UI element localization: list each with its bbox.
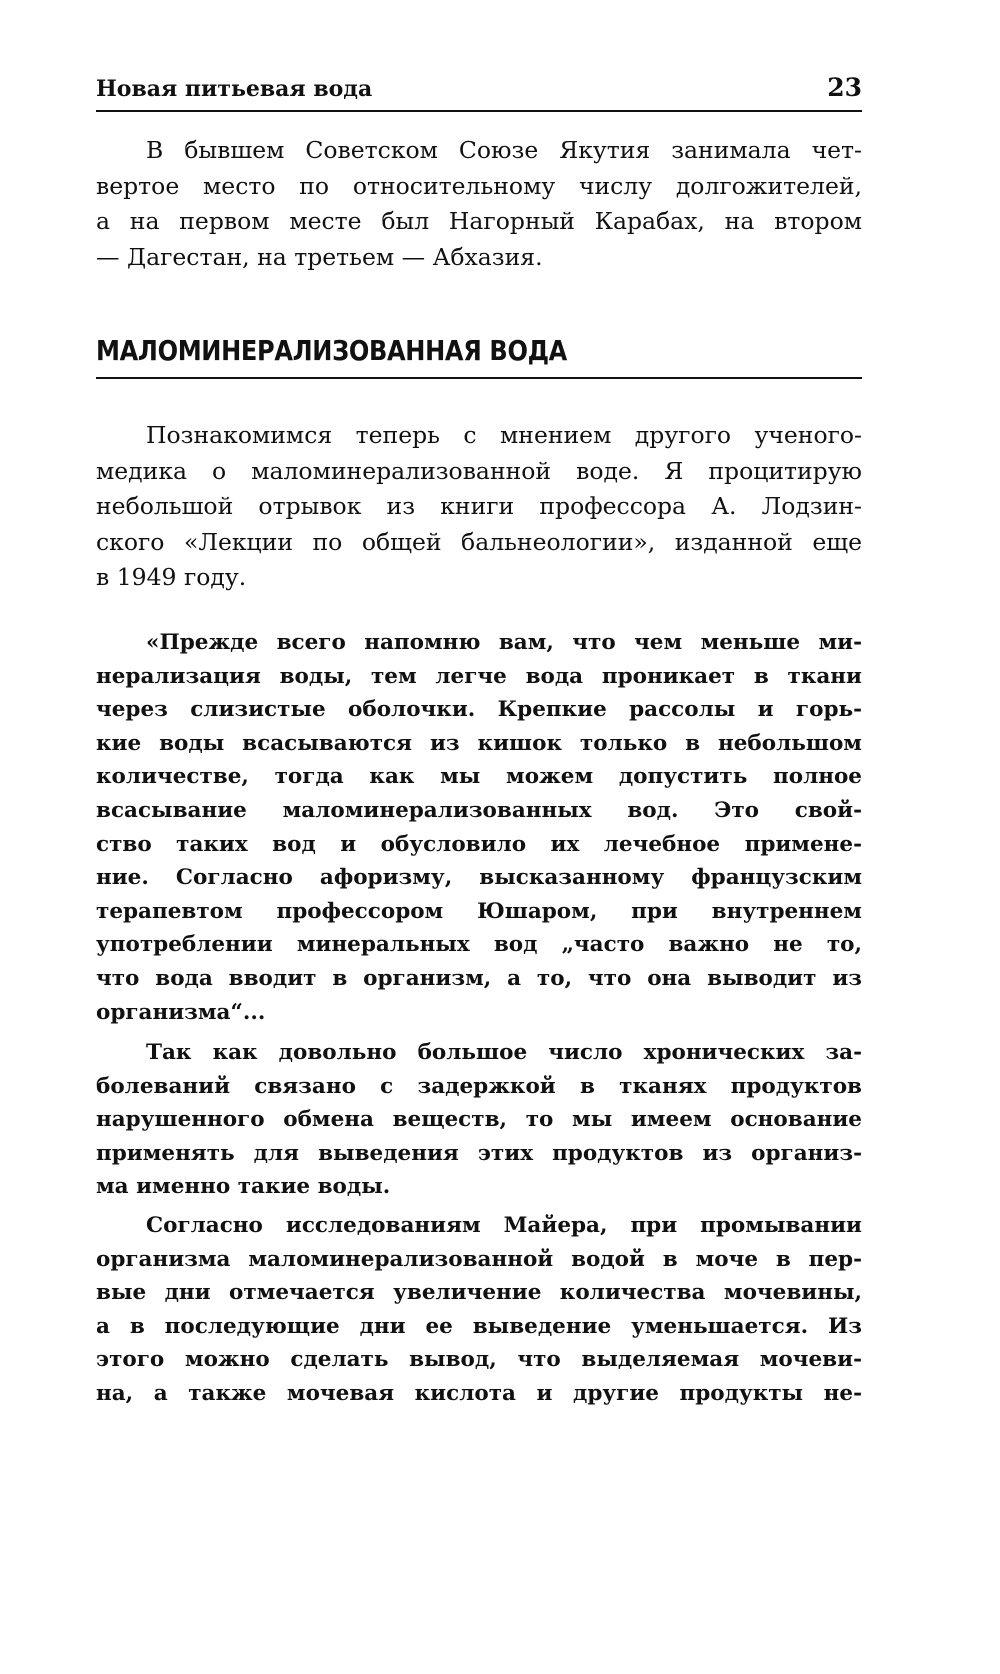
- section-heading: МАЛОМИНЕРАЛИЗОВАННАЯ ВОДА: [96, 334, 567, 367]
- paragraph-longevity: [96, 133, 862, 275]
- quote-line: а в последующие дни ее выведение уменьшается. Из: [96, 1313, 862, 1339]
- quote-line: применять для выведения этих продуктов из организ-: [96, 1140, 862, 1166]
- quote-line: количестве, тогда как мы можем допустить полное: [96, 764, 862, 790]
- quote-line: организма маломинерализованной водой в моче в пер-: [96, 1246, 862, 1272]
- quote-line: через слизистые оболочки. Крепкие рассолы и горь-: [96, 697, 862, 723]
- quote-paragraph-2: [96, 1036, 862, 1204]
- quote-line: Согласно исследованиям Майера, при промывании: [146, 1213, 862, 1238]
- quote-line: нерализация воды, тем легче вода проникает в ткани: [96, 663, 862, 689]
- quote-line: вые дни отмечается увеличение количества мочевины,: [96, 1280, 862, 1306]
- text-line: вертое место по относительному числу долгожителей,: [96, 171, 862, 200]
- paragraph-intro: [96, 418, 862, 596]
- header-rule: [96, 110, 862, 112]
- quote-paragraph-3: [96, 1209, 862, 1411]
- quote-line: Так как довольно большое число хронических за-: [146, 1040, 862, 1065]
- quote-line: на, а также мочевая кислота и другие продукты не-: [96, 1380, 862, 1406]
- quote-line: нарушенного обмена веществ, то мы имеем основание: [96, 1107, 862, 1133]
- text-line: медика о маломинерализованной воде. Я процитирую: [96, 456, 862, 485]
- quote-line: что вода вводит в организм, а то, что она выводит из: [96, 965, 862, 991]
- running-title: Новая питьевая вода: [96, 76, 373, 102]
- quote-paragraph-1: [96, 626, 862, 1029]
- running-header: [96, 62, 862, 102]
- quote-line: ство таких вод и обусловило их лечебное примене-: [96, 831, 862, 857]
- quote-line: ма именно такие воды.: [96, 1174, 391, 1200]
- text-line: ского «Лекции по общей бальнеологии», изданной еще: [96, 527, 862, 556]
- quote-line: кие воды всасываются из кишок только в небольшом: [96, 730, 862, 756]
- quote-line: этого можно сделать вывод, что выделяемая мочеви-: [96, 1347, 862, 1373]
- text-line: небольшой отрывок из книги профессора А. Лодзин-: [96, 492, 862, 520]
- text-line: — Дагестан, на третьем — Абхазия.: [96, 242, 543, 271]
- quote-line: всасывание маломинерализованных вод. Это свой-: [96, 797, 862, 823]
- quote-line: организма“...: [96, 999, 266, 1025]
- text-line: Познакомимся теперь с мнением другого ученого-: [146, 421, 862, 449]
- text-line: а на первом месте был Нагорный Карабах, на втором: [96, 207, 862, 235]
- quote-line: болеваний связано с задержкой в тканях продуктов: [96, 1073, 862, 1099]
- quote-line: «Прежде всего напомню вам, что чем меньше ми-: [146, 630, 862, 655]
- page-number: 23: [827, 73, 862, 102]
- quote-line: терапевтом профессором Юшаром, при внутреннем: [96, 898, 862, 924]
- text-line: В бывшем Советском Союзе Якутия занимала чет-: [146, 136, 862, 164]
- section-rule: [96, 377, 862, 379]
- quote-line: употреблении минеральных вод „часто важно не то,: [96, 932, 862, 958]
- quote-line: ние. Согласно афоризму, высказанному французским: [96, 865, 862, 891]
- text-line: в 1949 году.: [96, 563, 247, 591]
